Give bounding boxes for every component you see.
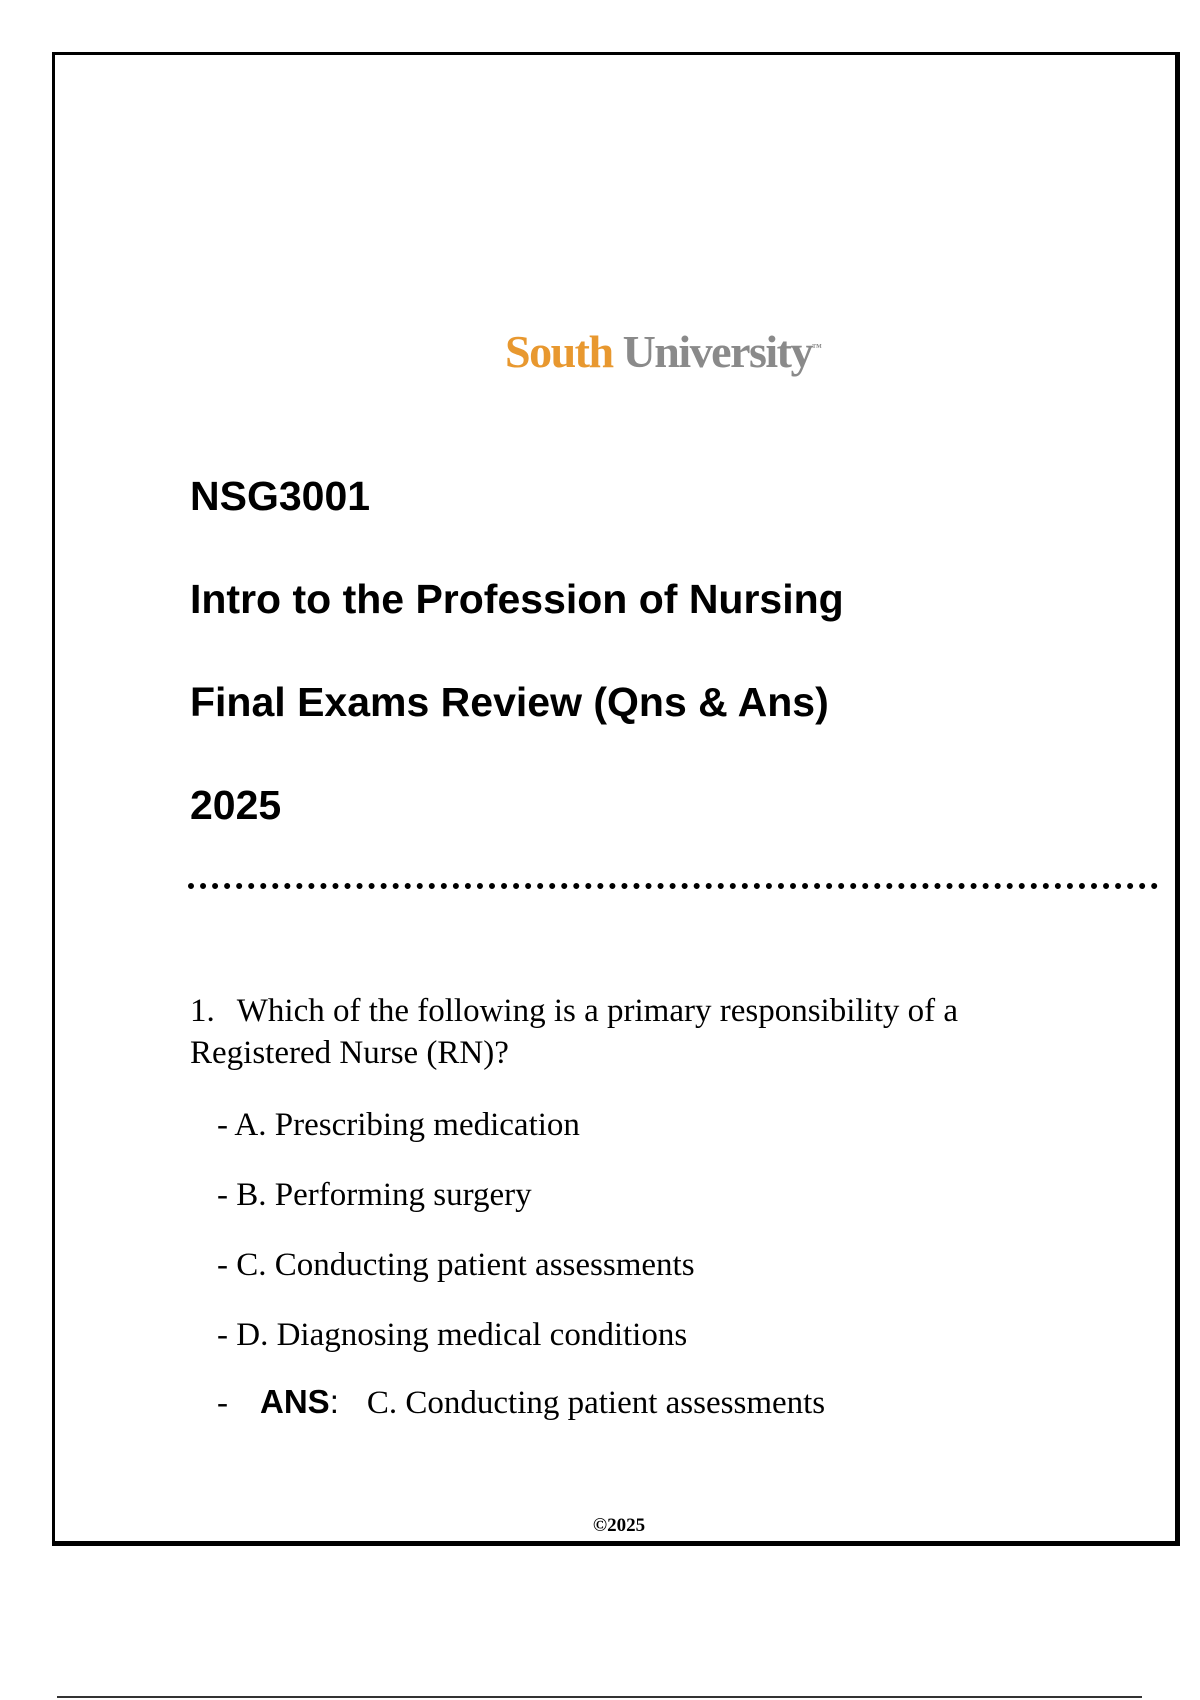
south-university-logo <box>505 325 845 378</box>
bottom-rule <box>57 1696 1142 1698</box>
course-title: Intro to the Profession of Nursing <box>190 576 844 622</box>
page-frame <box>52 52 1180 1546</box>
option-b: - B. Performing surgery <box>217 1177 532 1213</box>
footer-copyright: ©2025 <box>592 1515 646 1536</box>
course-code: NSG3001 <box>190 473 371 519</box>
answer-row <box>217 1383 825 1422</box>
dotted-divider <box>188 883 1158 889</box>
logo-university: University <box>622 326 812 377</box>
option-d: - D. Diagnosing medical conditions <box>217 1317 688 1353</box>
answer-dash: - <box>217 1385 228 1421</box>
question-body: Which of the following is a primary responsibility of a Registered Nurse (RN)? <box>190 993 959 1071</box>
answer-text: C. Conducting patient assessments <box>366 1385 826 1421</box>
answer-colon: : <box>329 1383 339 1420</box>
answer-label: ANS <box>260 1383 330 1420</box>
logo-south: South <box>505 326 613 377</box>
question-number: 1. <box>190 993 215 1029</box>
document-year: 2025 <box>190 782 282 828</box>
option-a: - A. Prescribing medication <box>217 1107 580 1143</box>
document-subtitle: Final Exams Review (Qns & Ans) <box>190 679 829 725</box>
logo-trademark: ™ <box>812 342 822 354</box>
question-text <box>190 990 1090 1074</box>
option-c: - C. Conducting patient assessments <box>217 1247 695 1283</box>
